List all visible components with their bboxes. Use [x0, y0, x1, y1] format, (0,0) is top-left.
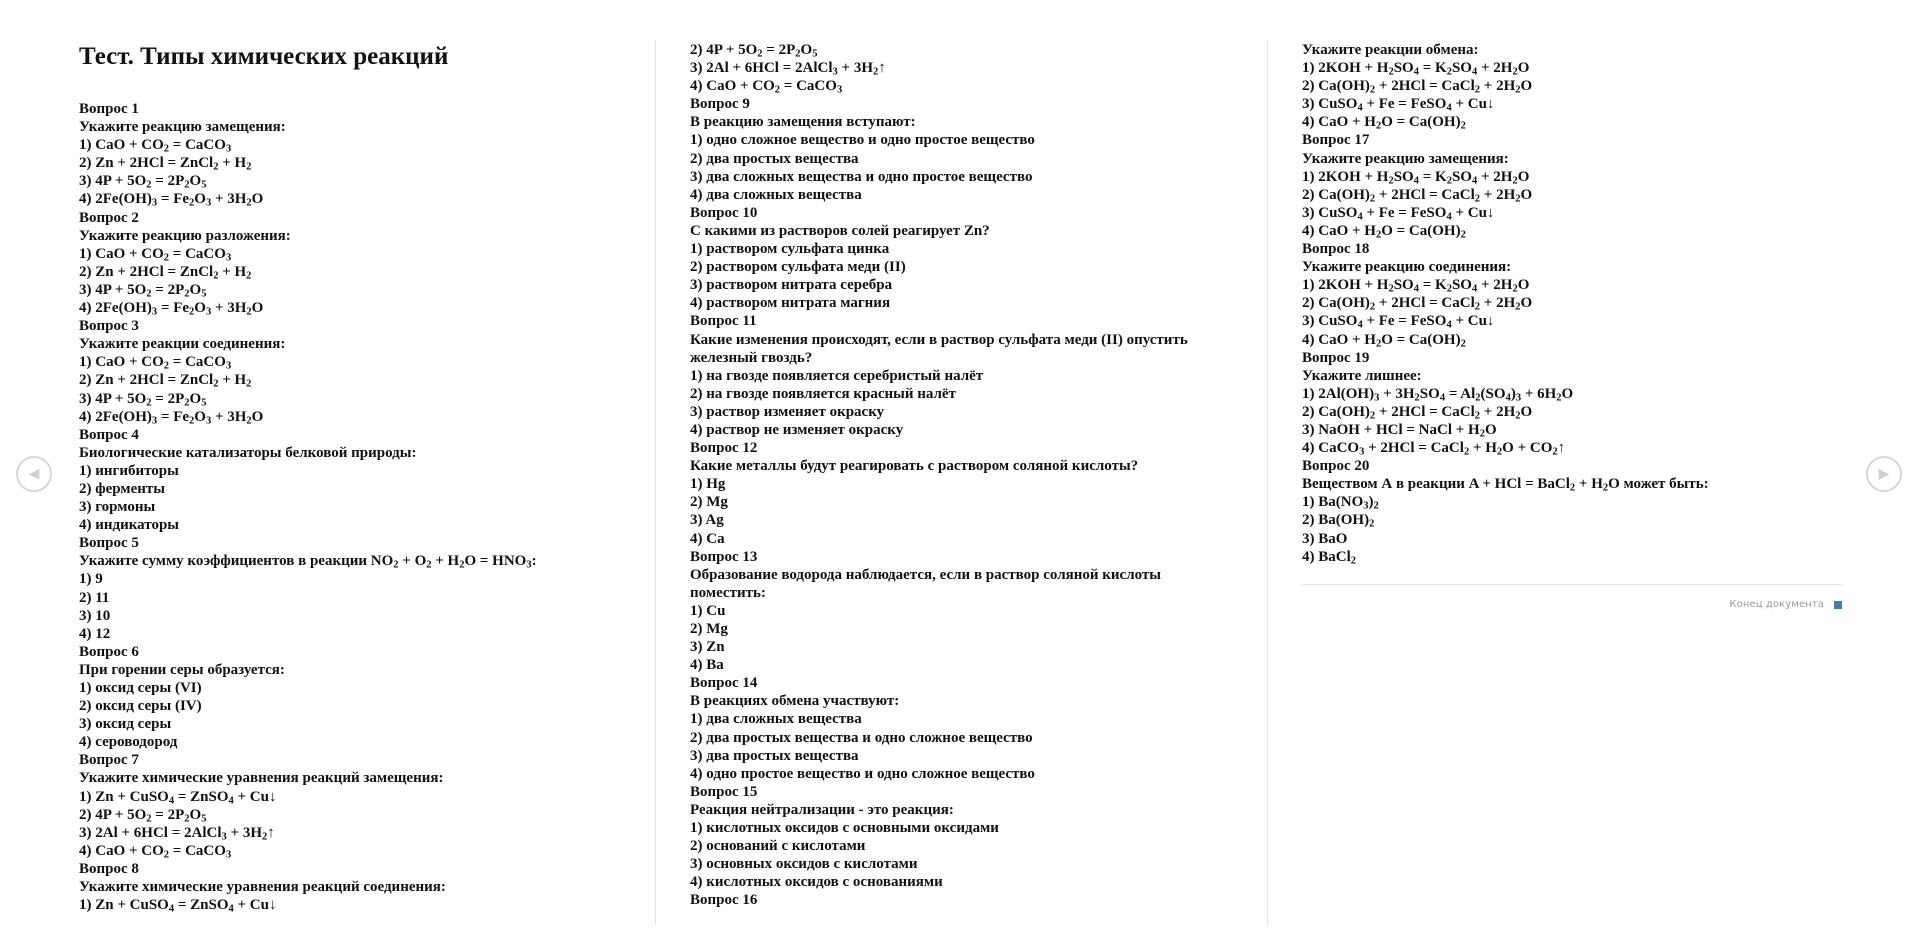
question-text: В реакцию замещения вступают: [690, 114, 916, 131]
answer-option: 2) Mg [690, 621, 728, 637]
question-number: Вопрос 11 [690, 313, 757, 330]
answer-option: 4) Ca [690, 530, 725, 547]
question-text: Укажите химические уравнения реакций соединения: [79, 879, 446, 896]
question-text: Веществом А в реакции A + HCl = BaCl$_2$ + $H_2O$ может быть: [1302, 476, 1709, 494]
answer-option: 4) два сложных вещества [690, 186, 862, 203]
answer-option: 1) CaO + $CO_2$ = CaCO$_3$ [79, 354, 232, 372]
answer-option: 3) CuSO$_4$ + Fe = FeSO$_4$ + Cu↓ [1302, 96, 1495, 114]
answer-option: 2) оснований с кислотами [690, 838, 866, 855]
question-number: Вопрос 1 [79, 101, 139, 117]
question-number: Вопрос 8 [79, 860, 139, 877]
question-text: Укажите сумму коэффициентов в реакции $NO_2 + O_2 + H_2O = HNO_3$: [79, 553, 537, 571]
answer-option: 4) раствором нитрата магния [690, 295, 891, 312]
answer-option: 4) $2Fe(OH)_3 = Fe_2O_3 + 3H_2O$ [79, 191, 264, 210]
answer-option: 2) на гвозде появляется красный налёт [690, 385, 956, 402]
question-number: Вопрос 20 [1302, 458, 1370, 475]
answer-option: 1) $2Al(OH)_3 + 3H_2SO_4 = Al_2(SO_4)_3 + 6H_2O$ [1302, 385, 1574, 404]
prev-page-button[interactable] [16, 456, 52, 492]
column-divider [1267, 40, 1268, 925]
question-number: Вопрос 3 [79, 318, 139, 335]
answer-option: 2) два простых вещества [690, 150, 859, 167]
question-text: При горении серы образуется: [79, 661, 285, 678]
answer-option: 2) 11 [79, 589, 110, 606]
answer-option: 4) CaO + $H_2O = Ca(OH)_2$ [1302, 331, 1466, 350]
answer-option: 2) два простых вещества и одно сложное вещество [690, 729, 1033, 746]
text-column-1 [79, 40, 649, 914]
question-number: Вопрос 7 [79, 752, 139, 769]
answer-option: 2) Zn + 2HCl = ZnCl$_2$ + $H_2$ [79, 155, 252, 173]
question-text: Укажите реакцию соединения: [1302, 259, 1512, 276]
answer-option: 3) оксид серы [79, 716, 172, 733]
question-number: Вопрос 19 [1302, 349, 1370, 366]
end-marker-icon [1834, 601, 1842, 609]
end-of-document-label: Конец документа [1729, 598, 1824, 610]
question-number: Вопрос 5 [79, 535, 139, 552]
answer-option: 3) 10 [79, 607, 111, 624]
question-text: Укажите реакции обмена: [1302, 42, 1479, 58]
answer-option: 3) CuSO$_4$ + Fe = FeSO$_4$ + Cu↓ [1302, 313, 1495, 332]
question-number: Вопрос 10 [690, 204, 758, 221]
text-column-2 [690, 41, 1260, 910]
chevron-right-icon: ▶ [1878, 466, 1890, 482]
answer-option: 1) Hg [690, 476, 726, 493]
answer-option: 4) индикаторы [79, 517, 180, 534]
question-text: В реакциях обмена участвуют: [690, 693, 900, 710]
answer-option: 1) 9 [79, 571, 103, 588]
answer-option: 4) одно простое вещество и одно сложное вещество [690, 765, 1035, 782]
column-divider [655, 40, 656, 925]
answer-option: 2) $Ca(OH)_2 + 2HCl$ = CaCl$_2$ + $2H_2O$ [1302, 403, 1533, 422]
question-text: Укажите химические уравнения реакций замещения: [79, 770, 444, 787]
next-page-button[interactable] [1866, 456, 1902, 492]
question-number: Вопрос 14 [690, 675, 758, 692]
answer-option: 1) $2KOH + H_2SO_4 = K_2SO_4 + 2H_2O$ [1302, 60, 1530, 78]
question-text: Укажите реакцию разложения: [79, 227, 291, 244]
page-title: Тест. Типы химических реакций [79, 43, 449, 70]
question-text: Укажите лишнее: [1302, 367, 1422, 384]
answer-option: 1) Zn + CuSO$_4$ = ZnSO$_4$ + Cu↓ [79, 788, 277, 807]
answer-option: 2) Zn + 2HCl = ZnCl$_2$ + $H_2$ [79, 263, 252, 282]
answer-option: 1) $Ba(NO_3)_2$ [1302, 494, 1379, 512]
answer-option: 4) Ba [690, 657, 724, 674]
answer-option: 3) $4P + 5O_2 = 2P_2O_5$ [79, 390, 207, 409]
answer-option: 4) $2Fe(OH)_3 = Fe_2O_3 + 3H_2O$ [79, 408, 264, 427]
answer-option: 3) гормоны [79, 499, 156, 516]
answer-option: 4) CaO + $H_2O = Ca(OH)_2$ [1302, 222, 1466, 241]
answer-option: 4) 12 [79, 625, 111, 642]
question-number: Вопрос 2 [79, 209, 139, 226]
question-number: Вопрос 16 [690, 892, 758, 909]
answer-option: 3) CuSO$_4$ + Fe = FeSO$_4$ + Cu↓ [1302, 204, 1495, 223]
answer-option: 3) $4P + 5O_2 = 2P_2O_5$ [79, 173, 207, 191]
question-text: Укажите реакцию замещения: [1302, 150, 1509, 167]
answer-option: 3) $4P + 5O_2 = 2P_2O_5$ [79, 281, 207, 300]
answer-option: 4) раствор не изменяет окраску [690, 421, 904, 438]
answer-option: 2) $4P + 5O_2 = 2P_2O_5$ [690, 42, 818, 60]
answer-option: 4) кислотных оксидов с основаниями [690, 874, 943, 891]
answer-option: 4) $2Fe(OH)_3 = Fe_2O_3 + 3H_2O$ [79, 300, 264, 318]
end-of-document [1302, 596, 1842, 614]
question-number: Вопрос 4 [79, 426, 139, 443]
text-column-3 [1302, 41, 1847, 614]
answer-option: 2) $Ba(OH)_2$ [1302, 512, 1375, 531]
answer-option: 2) $Ca(OH)_2 + 2HCl$ = CaCl$_2$ + $2H_2O$ [1302, 78, 1533, 96]
answer-option: 1) Zn + CuSO$_4$ = ZnSO$_4$ + Cu↓ [79, 897, 277, 915]
answer-option: 4) CaO + $CO_2$ = CaCO$_3$ [79, 842, 232, 861]
question-text: Биологические катализаторы белковой природы: [79, 444, 417, 461]
answer-option: 1) CaO + $CO_2$ = CaCO$_3$ [79, 137, 232, 155]
answer-option: 4) BaCl$_2$ [1302, 548, 1356, 567]
question-text: Укажите реакции соединения: [79, 336, 286, 353]
answer-option: 1) ингибиторы [79, 462, 179, 479]
question-number: Вопрос 6 [79, 643, 139, 660]
answer-option: 2) $4P + 5O_2 = 2P_2O_5$ [79, 806, 207, 825]
answer-option: 4) CaCO$_3$ + 2HCl = CaCl$_2$ + $H_2O$ + $CO_2↑$ [1302, 440, 1566, 458]
answer-option: 1) одно сложное вещество и одно простое вещество [690, 132, 1035, 149]
question-text: Образование водорода наблюдается, если в раствор соляной кислоты поместить: [690, 566, 1162, 601]
answer-option: 2) ферменты [79, 480, 165, 497]
answer-option: 3) раствор изменяет окраску [690, 403, 885, 420]
answer-option: 3) два сложных вещества и одно простое вещество [690, 168, 1033, 185]
answer-option: 2) оксид серы (IV) [79, 698, 202, 715]
answer-option: 1) $2KOH + H_2SO_4 = K_2SO_4 + 2H_2O$ [1302, 277, 1530, 295]
question-text: Укажите реакцию замещения: [79, 119, 286, 136]
answer-option: 3) BaO [1302, 530, 1348, 547]
answer-option: 3) 2Al + 6HCl = 2AlCl$_3$ + $3H_2↑$ [690, 60, 886, 78]
answer-option: 1) два сложных вещества [690, 711, 862, 728]
answer-option: 3) 2Al + 6HCl = 2AlCl$_3$ + $3H_2↑$ [79, 824, 275, 843]
question-text: Какие металлы будут реагировать с раствором соляной кислоты? [690, 458, 1139, 475]
question-number: Вопрос 15 [690, 783, 758, 800]
answer-option: 1) на гвозде появляется серебристый налёт [690, 367, 984, 384]
answer-option: 1) Cu [690, 602, 726, 619]
answer-option: 1) раствором сульфата цинка [690, 241, 890, 258]
answer-option: 1) $2KOH + H_2SO_4 = K_2SO_4 + 2H_2O$ [1302, 168, 1530, 187]
answer-option: 3) Zn [690, 639, 725, 656]
end-divider [1302, 584, 1842, 585]
answer-option: 2) раствором сульфата меди (II) [690, 259, 906, 276]
question-number: Вопрос 9 [690, 96, 750, 113]
chevron-left-icon: ◀ [28, 466, 40, 482]
answer-option: 4) CaO + $H_2O = Ca(OH)_2$ [1302, 114, 1466, 132]
question-text: Какие изменения происходят, если в раствор сульфата меди (II) опустить железный гвоздь? [690, 331, 1188, 366]
answer-option: 3) раствором нитрата серебра [690, 277, 893, 294]
answer-option: 1) CaO + $CO_2$ = CaCO$_3$ [79, 245, 232, 264]
question-text: С какими из растворов солей реагирует Zn? [690, 222, 990, 239]
answer-option: 2) Mg [690, 494, 728, 511]
answer-option: 3) NaOH + HCl = NaCl + $H_2O$ [1302, 421, 1497, 440]
answer-option: 2) $Ca(OH)_2 + 2HCl$ = CaCl$_2$ + $2H_2O$ [1302, 295, 1533, 313]
answer-option: 4) CaO + $CO_2$ = CaCO$_3$ [690, 78, 843, 96]
answer-option: 3) основных оксидов с кислотами [690, 856, 918, 873]
question-number: Вопрос 18 [1302, 241, 1370, 258]
answer-option: 1) кислотных оксидов с основными оксидами [690, 820, 999, 837]
question-number: Вопрос 17 [1302, 132, 1370, 149]
question-text: Реакция нейтрализации - это реакция: [690, 801, 954, 818]
question-number: Вопрос 13 [690, 548, 758, 565]
answer-option: 4) сероводород [79, 734, 178, 751]
answer-option: 3) Ag [690, 512, 724, 529]
answer-option: 2) Zn + 2HCl = ZnCl$_2$ + $H_2$ [79, 372, 252, 391]
answer-option: 3) два простых вещества [690, 747, 859, 764]
answer-option: 2) $Ca(OH)_2 + 2HCl$ = CaCl$_2$ + $2H_2O$ [1302, 186, 1533, 205]
answer-option: 1) оксид серы (VI) [79, 680, 202, 696]
question-number: Вопрос 12 [690, 440, 758, 457]
